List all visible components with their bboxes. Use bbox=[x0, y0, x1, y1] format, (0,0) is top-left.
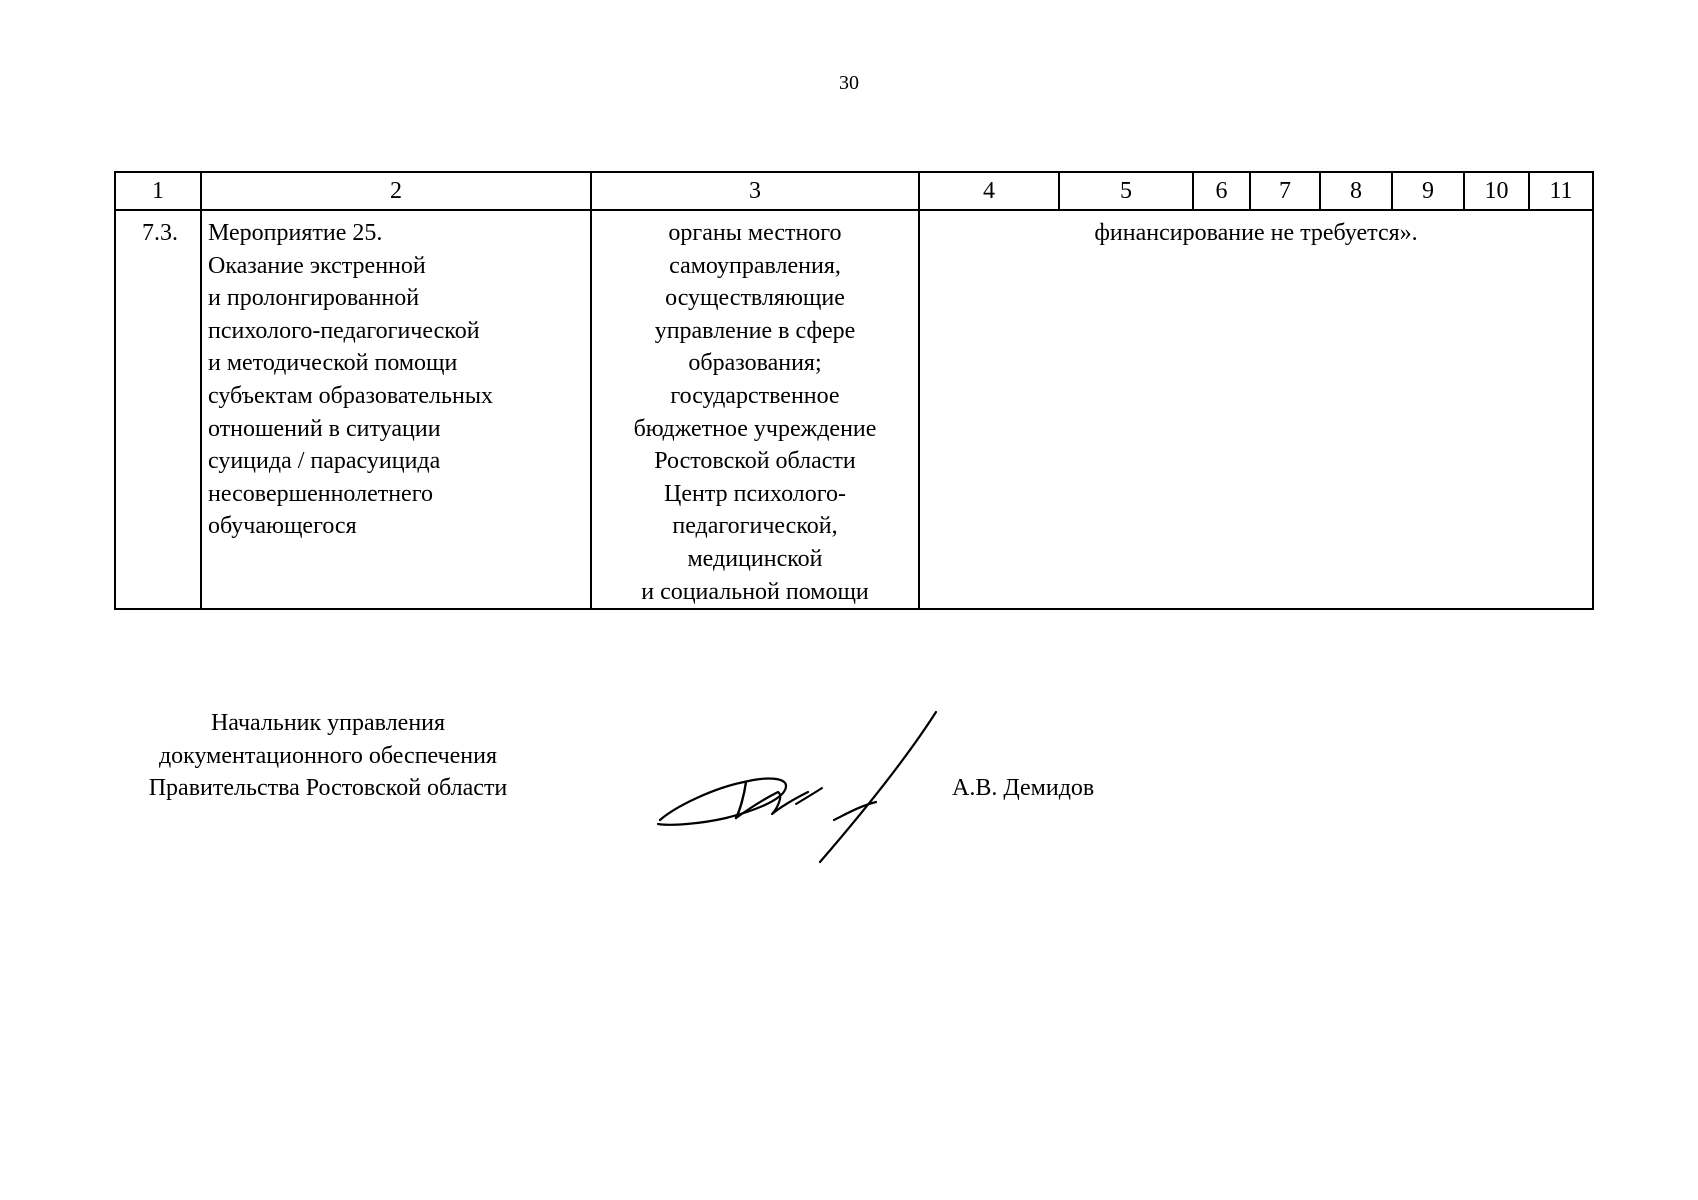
executor-line: самоуправления, bbox=[669, 252, 841, 279]
executor-line: органы местного bbox=[668, 220, 842, 246]
activity-name-line: обучающегося bbox=[208, 513, 357, 540]
activity-name-cell bbox=[201, 210, 591, 609]
header-cell: 11 bbox=[1529, 172, 1593, 210]
page-number: 30 bbox=[839, 72, 859, 94]
executor-line: государственное bbox=[670, 382, 840, 409]
executor-line: управление в сфере bbox=[654, 317, 856, 344]
executor-cell bbox=[591, 210, 919, 609]
activity-name-line: Мероприятие 25. bbox=[208, 220, 383, 246]
activity-name-line: и методической помощи bbox=[208, 350, 458, 377]
header-cell: 3 bbox=[591, 172, 919, 210]
executor-line: Центр психолого- bbox=[664, 480, 846, 507]
header-cell: 4 bbox=[919, 172, 1059, 210]
header-cell: 6 bbox=[1193, 172, 1250, 210]
header-cell: 10 bbox=[1464, 172, 1529, 210]
position-line: документационного обеспечения bbox=[158, 742, 498, 769]
executor-line: Ростовской области bbox=[654, 448, 856, 475]
activity-name-line: психолого-педагогической bbox=[208, 317, 480, 344]
executor-line: педагогической, bbox=[672, 513, 838, 540]
executor-line: бюджетное учреждение bbox=[633, 415, 877, 442]
header-cell: 5 bbox=[1059, 172, 1193, 210]
activity-name-line: субъектам образовательных bbox=[208, 382, 493, 409]
header-cell: 7 bbox=[1250, 172, 1320, 210]
position-line: Правительства Ростовской области bbox=[148, 775, 508, 802]
activities-table bbox=[114, 171, 1594, 610]
table-row bbox=[115, 210, 1593, 609]
header-cell: 9 bbox=[1392, 172, 1464, 210]
activity-name-line: и пролонгированной bbox=[208, 285, 420, 312]
financing-cell: финансирование не требуется». bbox=[919, 210, 1593, 609]
position-line: Начальник управления bbox=[210, 710, 446, 736]
table-header-row bbox=[115, 172, 1593, 210]
header-cell: 1 bbox=[115, 172, 201, 210]
activity-name-line: суицида / парасуицида bbox=[208, 448, 441, 475]
executor-line: и социальной помощи bbox=[641, 578, 869, 605]
activity-name-line: Оказание экстренной bbox=[208, 252, 426, 279]
handwritten-signature bbox=[650, 706, 940, 864]
activity-name-line: отношений в ситуации bbox=[208, 415, 441, 442]
header-cell: 8 bbox=[1320, 172, 1392, 210]
executor-line: образования; bbox=[688, 350, 822, 377]
activity-name-line: несовершеннолетнего bbox=[208, 480, 433, 507]
signatory-position bbox=[114, 707, 542, 805]
row-number: 7.3. bbox=[115, 210, 201, 609]
header-cell: 2 bbox=[201, 172, 591, 210]
executor-line: осуществляющие bbox=[665, 285, 845, 312]
signatory-name: А.В. Демидов bbox=[952, 775, 1095, 801]
executor-line: медицинской bbox=[687, 545, 823, 572]
